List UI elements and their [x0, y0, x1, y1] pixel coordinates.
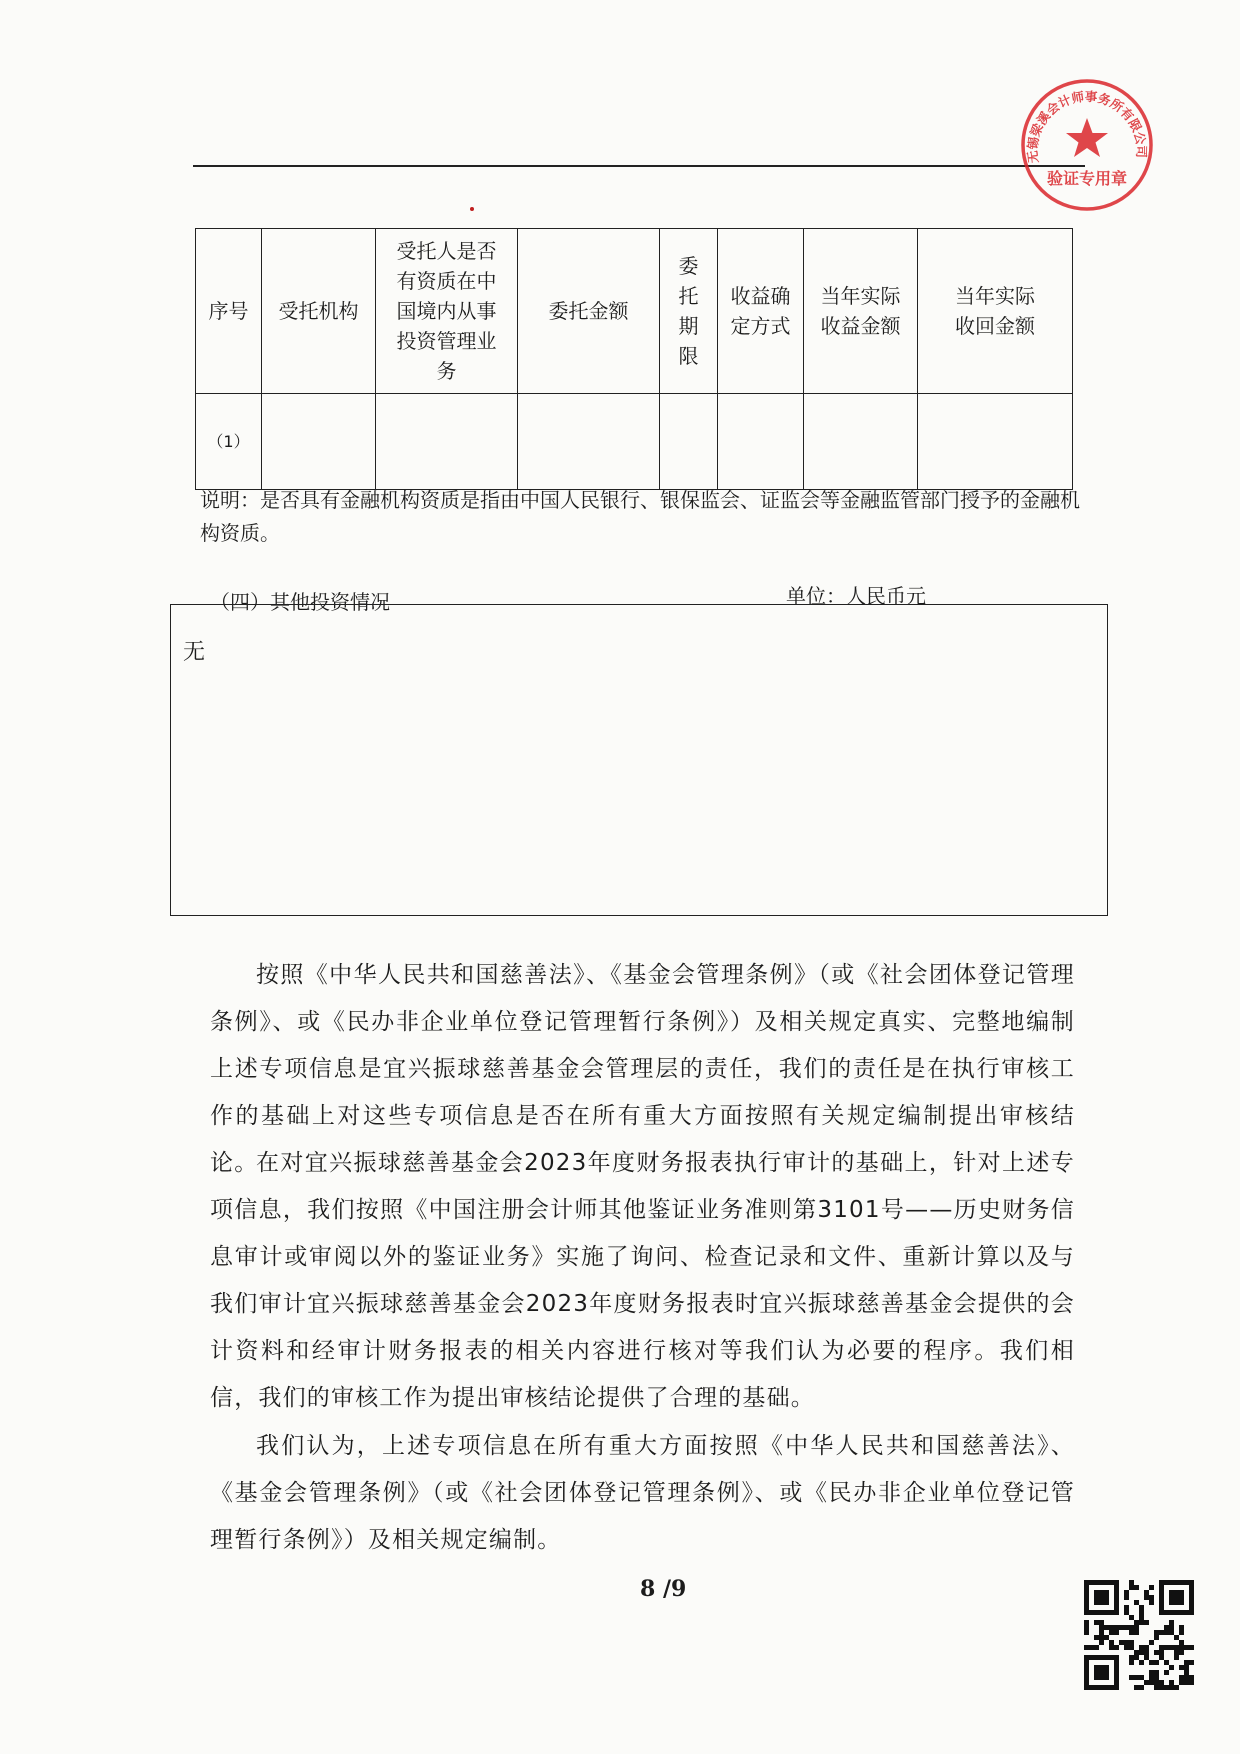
other-investment-box [170, 604, 1108, 916]
page-number: 8 /9 [640, 1576, 687, 1602]
col-header-income-method: 收益确 定方式 [718, 229, 804, 394]
col-header-index: 序号 [196, 229, 262, 394]
paragraph-procedures: 在对宜兴振球慈善基金会2023年度财务报表执行审计的基础上，针对上述专项信息，我们按照《中国注册会计师其他鉴证业务准则第3101号——历史财务信息审计或审阅以外的鉴证业务》实施了询问、检查记录和文件、重新计算以及与我们审计宜兴振球慈善基金会2023年度财务报表时宜兴振球慈善基金会提供的会计资料和经审计财务报表的相关内容进行核对等我们认为必要的程序。我们相信，我们的审核工作为提出审核结论提供了合理的基础。 [210, 1150, 1075, 1411]
verification-seal [1018, 76, 1156, 214]
cell-actual-recovered [918, 394, 1073, 490]
header-rule [193, 165, 1085, 167]
table-note: 说明：是否具有金融机构资质是指由中国人民银行、银保监会、证监会等金融监管部门授予的金融机构资质。 [200, 488, 1080, 545]
section-title: （四）其他投资情况 [210, 590, 390, 614]
seal-ring-text: 无锡梁溪会计师事务所有限公司 [1024, 88, 1150, 164]
table-row [196, 394, 1073, 490]
cell-term [660, 394, 718, 490]
paragraph-conclusion: 我们认为，上述专项信息在所有重大方面按照《中华人民共和国慈善法》、《基金会管理条例》（或《社会团体登记管理条例》、或《民办非企业单位登记管理暂行条例》）及相关规定编制。 [210, 1433, 1075, 1553]
seal-label: 验证专用章 [1046, 169, 1128, 188]
col-header-trustee: 受托机构 [262, 229, 376, 394]
col-header-qualification: 受托人是否 有资质在中 国境内从事 投资管理业 务 [376, 229, 518, 394]
table-header-row [196, 229, 1073, 394]
currency-unit: 单位：人民币元 [786, 584, 926, 608]
cell-qualified [376, 394, 518, 490]
col-header-term: 委 托 期 限 [660, 229, 718, 394]
other-investment-content: 无 [183, 640, 206, 665]
col-header-actual-recovered: 当年实际 收回金额 [918, 229, 1073, 394]
paragraph-responsibility: 按照《中华人民共和国慈善法》、《基金会管理条例》（或《社会团体登记管理条例》、或《民办非企业单位登记管理暂行条例》）及相关规定真实、完整地编制上述专项信息是宜兴振球慈善基金会管理层的责任，我们的责任是在执行审核工作的基础上对这些专项信息是否在所有重大方面按照有关规定编制提出审核结论。 [210, 962, 1075, 1176]
cell-actual-income [804, 394, 918, 490]
cell-amount [518, 394, 660, 490]
cell-index: （1） [196, 394, 262, 490]
star-icon [1066, 118, 1108, 157]
red-dot-mark [470, 207, 474, 211]
trust-investment-table [195, 228, 1073, 490]
col-header-actual-income: 当年实际 收益金额 [804, 229, 918, 394]
cell-income-method [718, 394, 804, 490]
cell-trustee [262, 394, 376, 490]
qr-code-icon [1084, 1580, 1194, 1690]
col-header-amount: 委托金额 [518, 229, 660, 394]
